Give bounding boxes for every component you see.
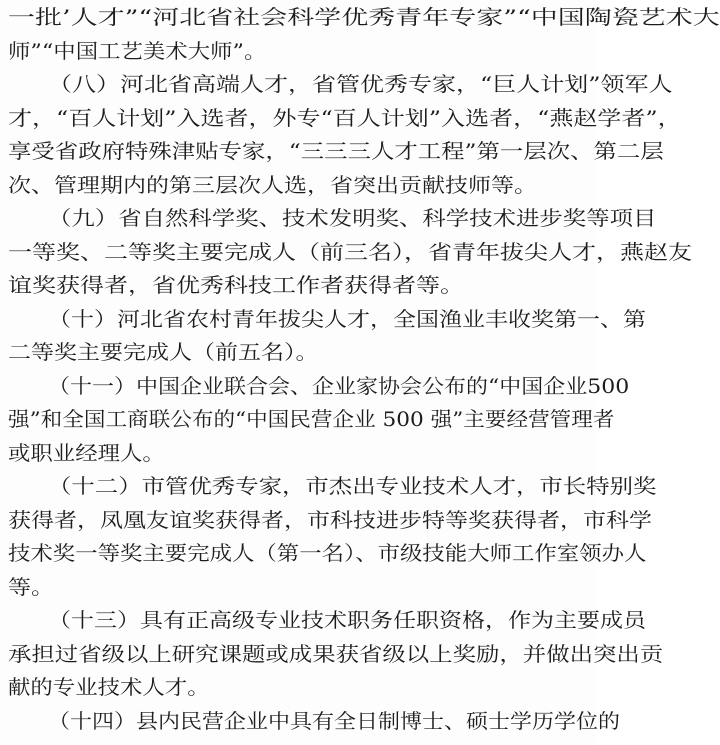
text-line-content: 师”“中国工艺美术大师”。 — [8, 39, 267, 63]
text-line-content: 次、管理期内的第三层次人选，省突出贡献技师等。 — [8, 173, 537, 197]
text-line — [0, 103, 682, 133]
text-line-content: 一等奖、二等奖主要完成人（前三名），省青年拔尖人才，燕赵友 — [8, 240, 692, 264]
text-line-content: 谊奖获得者，省优秀科技工作者获得者等。 — [8, 273, 465, 297]
text-line — [0, 505, 652, 535]
text-line — [0, 69, 673, 99]
text-line — [0, 371, 630, 401]
text-line — [0, 706, 620, 736]
text-line — [0, 438, 596, 468]
paragraph-heading-8: （八）河北省高端人才，省管优秀专家，“巨人计划”领军人 — [48, 72, 673, 96]
text-line-content: 献的专业技术人才。 — [8, 675, 210, 699]
paragraph-heading-10: （十）河北省农村青年拔尖人才，全国渔业丰收奖第一、第 — [48, 307, 646, 331]
paragraph-heading-12: （十二）市管优秀专家，市杰出专业技术人才，市长特别奖 — [48, 474, 657, 498]
text-line-content: 技术奖一等奖主要完成人（第一名）、市级技能大师工作室领办人 — [8, 541, 647, 565]
paragraph-heading-13: （十三）具有正高级专业技术职务任职资格，作为主要成员 — [48, 608, 646, 632]
text-line — [0, 237, 692, 267]
text-line-content: 享受省政府特殊津贴专家，“三三三人才工程”第一层次、第二层 — [8, 139, 664, 163]
text-line — [0, 270, 596, 300]
text-line — [0, 2, 720, 32]
text-line — [0, 170, 596, 200]
text-line-content: 才，“百人计划”入选者，外专“百人计划”入选者，“燕赵学者”， — [8, 106, 682, 130]
text-line — [0, 203, 657, 233]
text-line — [0, 304, 646, 334]
paragraph-heading-11: （十一）中国企业联合会、企业家协会公布的“中国企业500 — [48, 374, 630, 398]
text-line-content: 二等奖主要完成人（前五名）。 — [8, 340, 319, 364]
text-line-content: 一批’人才”“河北省社会科学优秀青年专家”“中国陶瓷艺术大 — [8, 5, 720, 29]
paragraph-heading-14: （十四）县内民营企业中具有全日制博士、硕士学历学位的 — [48, 709, 620, 733]
text-line — [0, 639, 664, 669]
text-line-content: 强”和全国工商联公布的“中国民营企业 500 强”主要经营管理者 — [8, 407, 615, 431]
text-line — [0, 538, 647, 568]
paragraph-heading-9: （九）省自然科学奖、技术发明奖、科学技术进步奖等项目 — [48, 206, 657, 230]
text-line — [0, 136, 664, 166]
text-line-content: 承担过省级以上研究课题或成果获省级以上奖励，并做出突出贡 — [8, 642, 664, 666]
text-line-content: 或职业经理人。 — [8, 441, 165, 465]
text-line — [0, 471, 657, 501]
text-line-content: 等。 — [8, 575, 54, 599]
text-line — [0, 572, 596, 602]
text-line — [0, 337, 596, 367]
text-line — [0, 672, 596, 702]
text-line — [0, 404, 615, 434]
text-line-content: 获得者，凤凰友谊奖获得者，市科技进步特等奖获得者，市科学 — [8, 508, 652, 532]
text-line — [0, 36, 596, 66]
text-line — [0, 605, 646, 635]
